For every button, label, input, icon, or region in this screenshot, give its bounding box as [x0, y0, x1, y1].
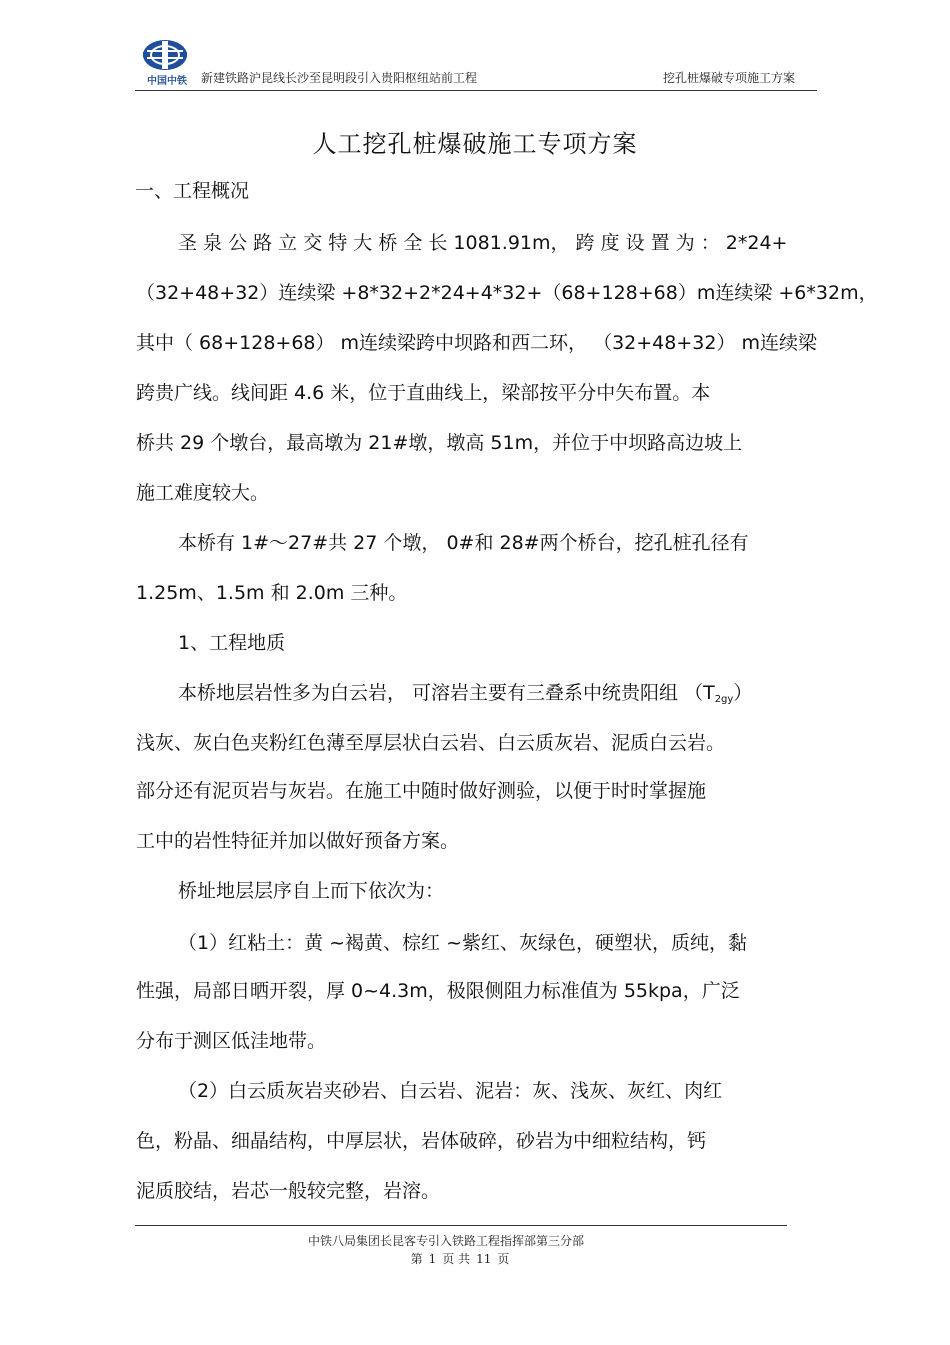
paragraph-line: 施工难度较大。: [136, 482, 270, 504]
header-divider: [135, 90, 817, 91]
paragraph-line: 其中（ 68+128+68） m连续梁跨中坝路和西二环， （32+48+32） m连续梁: [136, 332, 818, 354]
footer-divider: [135, 1225, 787, 1226]
logo-text: 中国中铁: [147, 76, 187, 87]
paragraph-line: 部分还有泥页岩与灰岩。在施工中随时做好测验，以便于时时掌握施: [136, 780, 707, 802]
section-heading: 一、工程概况: [135, 180, 250, 202]
list-item-line: （1）红粘土：黄 ~褐黄、棕红 ~紫红、灰绿色，硬塑状，质纯，黏: [178, 932, 748, 954]
paragraph-line: 浅灰、灰白色夹粉红色薄至厚层状白云岩、白云质灰岩、泥质白云岩。: [136, 732, 726, 754]
crec-logo-icon: [139, 38, 191, 88]
paragraph-line: 工中的岩性特征并加以做好预备方案。: [136, 830, 460, 852]
paragraph-line: 分布于测区低洼地带。: [136, 1030, 327, 1052]
paragraph-line: 桥址地层层序自上而下依次为：: [178, 880, 445, 902]
header-project-name: 新建铁路沪昆线长沙至昆明段引入贵阳枢纽站前工程: [201, 71, 478, 85]
paragraph-line: 1.25m、1.5m 和 2.0m 三种。: [136, 582, 408, 604]
page-suffix: 页: [497, 1252, 510, 1266]
paragraph-line: 桥共 29 个墩台，最高墩为 21#墩，墩高 51m，并位于中坝路高边坡上: [136, 432, 743, 454]
paragraph-line: （32+48+32）连续梁 +8*32+2*24+4*32+（68+128+68）m连续梁 +6*32m，: [136, 282, 878, 304]
page-current: 1: [428, 1252, 437, 1266]
paragraph-line: 性强，局部日晒开裂，厚 0~4.3m，极限侧阻力标准值为 55kpa，广泛: [136, 980, 740, 1002]
paragraph-line: [178, 678, 752, 705]
paragraph-line: 泥质胶结，岩芯一般较完整，岩溶。: [136, 1180, 441, 1202]
paragraph-text: 本桥地层岩性多为白云岩， 可溶岩主要有三叠系中统贵阳组 （T: [178, 682, 715, 704]
page-total: 11: [476, 1252, 492, 1266]
page-mid: 页 共: [442, 1252, 471, 1266]
footer-organization: 中铁八局集团长昆客专引入铁路工程指挥部第三分部: [307, 1234, 584, 1248]
paragraph-line: 本桥有 1#～27#共 27 个墩， 0#和 28#两个桥台，挖孔桩孔径有: [178, 532, 749, 554]
formation-subscript: 2gy: [714, 694, 734, 705]
header-document-name: 挖孔桩爆破专项施工方案: [662, 71, 795, 85]
paragraph-text: ）: [733, 682, 753, 704]
list-item-line: （2）白云质灰岩夹砂岩、白云岩、泥岩：灰、浅灰、灰红、肉红: [178, 1080, 723, 1102]
page-header: [135, 38, 817, 92]
paragraph-line: 跨贵广线。线间距 4.6 米，位于直曲线上，梁部按平分中矢布置。本: [136, 382, 711, 404]
document-title: 人工挖孔桩爆破施工专项方案: [312, 130, 638, 158]
subsection-heading: 1、工程地质: [178, 632, 286, 654]
paragraph-line: 色，粉晶、细晶结构，中厚层状，岩体破碎，砂岩为中细粒结构，钙: [136, 1130, 707, 1152]
page-prefix: 第: [410, 1252, 423, 1266]
paragraph-line: 圣 泉 公 路 立 交 特 大 桥 全 长 1081.91m， 跨 度 设 置 为 ： 2*24+: [178, 232, 788, 254]
page-number: [0, 1250, 920, 1267]
